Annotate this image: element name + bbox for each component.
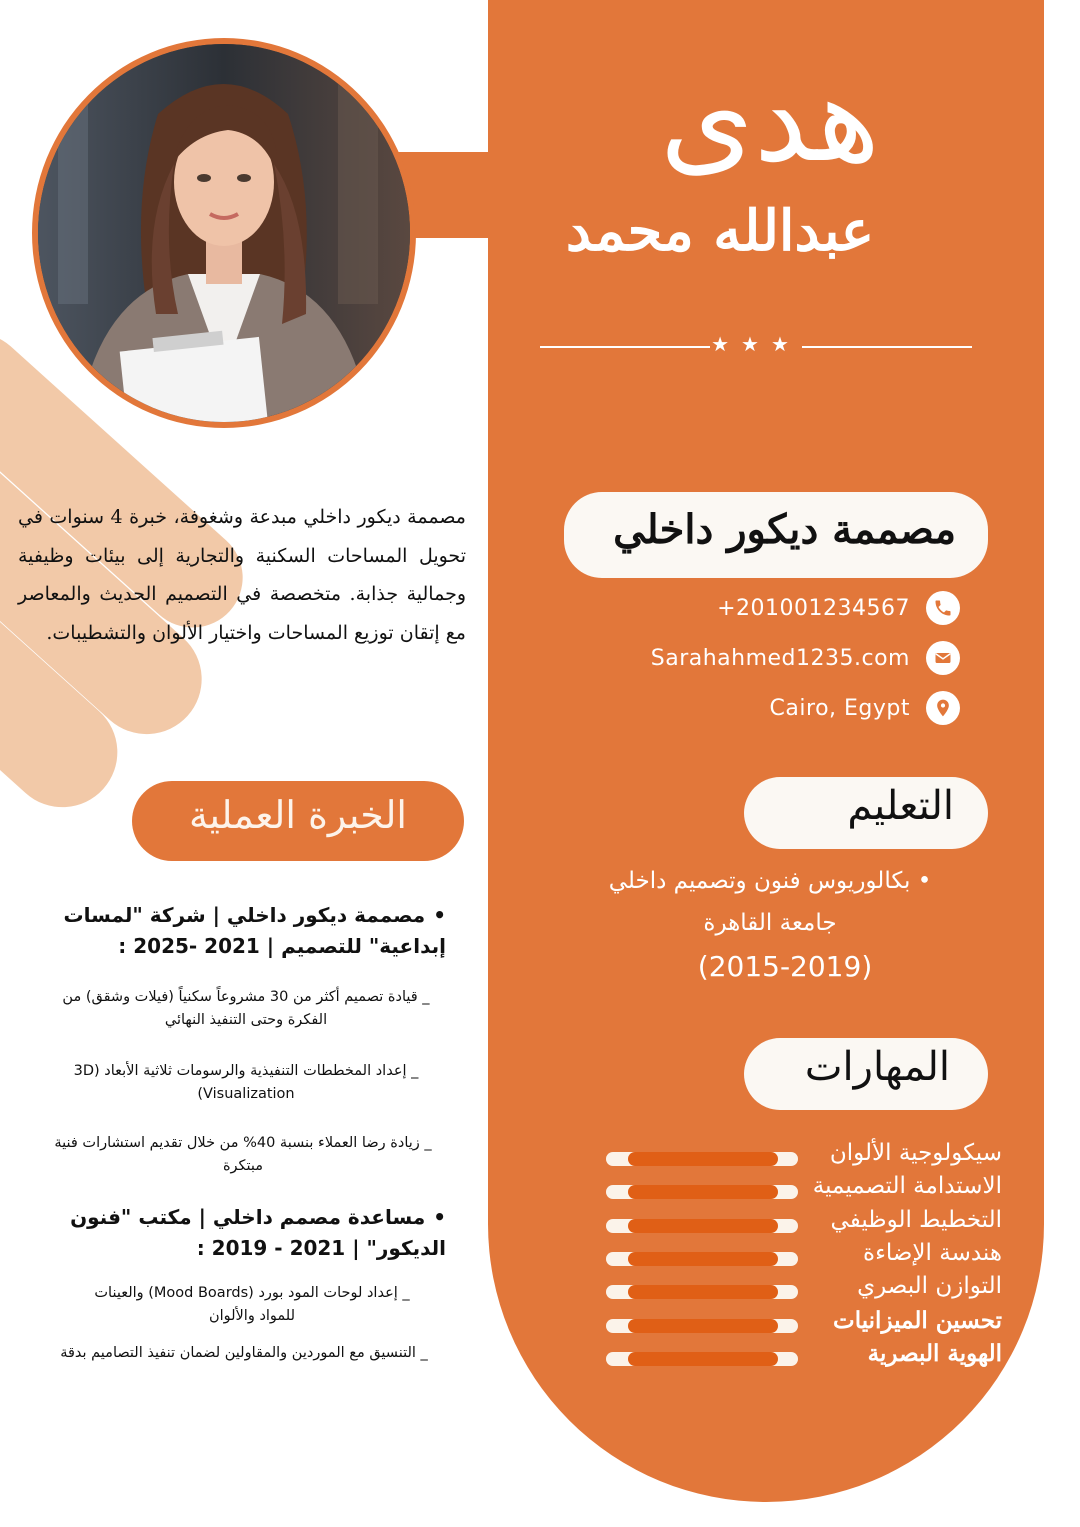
skill-row [602, 1339, 1002, 1374]
location-pin-icon [926, 691, 960, 725]
skill-row [602, 1206, 1002, 1241]
skills-heading: المهارات [744, 1038, 988, 1110]
skill-label: التخطيط الوظيفي [830, 1206, 1002, 1233]
first-name: هدى [659, 50, 881, 189]
skill-row [602, 1306, 1002, 1341]
phone-icon [926, 591, 960, 625]
profile-summary: مصممة ديكور داخلي مبدعة وشغوفة، خبرة 4 سنوات في تحويل المساحات السكنية والتجارية إلى بيئات وظيفية وجمالية جذابة. متخصصة في التصميم الحديث والمعاصر مع إتقان توزيع المساحات واختيار الألوان والتشطيبات. [18, 506, 466, 644]
skill-label: الاستدامة التصميمية [812, 1173, 1002, 1200]
job-1-task-2: _ إعداد المخططات التنفيذية والرسومات ثلاثية الأبعاد (3D Visualization) [73, 1063, 419, 1102]
skill-label: سيكولوجية الألوان [829, 1140, 1002, 1166]
skill-bar-fill [628, 1219, 778, 1233]
skill-label: هندسة الإضاءة [863, 1239, 1002, 1266]
skill-bar-fill [628, 1319, 778, 1333]
job-2-task-2: _ التنسيق مع الموردين والمقاولين لضمان تنفيذ التصاميم بدقة [60, 1345, 428, 1361]
skill-label: تحسين الميزانيات [833, 1306, 1002, 1334]
contact-location [560, 688, 960, 728]
education-university: جامعة القاهرة [703, 910, 837, 936]
education-degree: • بكالوريوس فنون وتصميم داخلي [608, 868, 932, 894]
education-heading: التعليم [744, 777, 988, 849]
divider-stars: ★★★ [711, 332, 801, 356]
skill-bar-fill [628, 1285, 778, 1299]
job-2-task-1: _ إعداد لوحات المود بورد (Mood Boards) والعينات للمواد والألوان [94, 1285, 410, 1324]
mail-icon [926, 641, 960, 675]
contact-email [560, 638, 960, 678]
skill-label: الهوية البصرية [867, 1339, 1002, 1367]
name-divider [540, 332, 972, 362]
education-years: (2015-2019) [697, 950, 873, 983]
skill-bar-fill [628, 1352, 778, 1366]
skill-bar-fill [628, 1252, 778, 1266]
bullet-dot: • [433, 903, 446, 927]
skill-bar-fill [628, 1152, 778, 1166]
job-1-task-1: _ قيادة تصميم أكثر من 30 مشروعاً سكنياً (فيلات وشقق) من الفكرة وحتى التنفيذ النهائي [62, 989, 430, 1028]
last-name: عبدالله محمد [565, 198, 875, 264]
job-title-text: مساعدة مصمم داخلي | مكتب "فنون الديكور" | 2021 - 2019 : [70, 1205, 446, 1260]
profile-photo [32, 38, 416, 428]
bullet-dot: • [433, 1205, 446, 1229]
skill-row [602, 1140, 1002, 1174]
skill-row [602, 1173, 1002, 1207]
skill-label: التوازن البصري [857, 1273, 1002, 1300]
job-title: مصممة ديكور داخلي [564, 492, 988, 578]
skill-row [602, 1273, 1002, 1307]
job-entry-1-title [48, 900, 446, 962]
contact-phone [560, 588, 960, 628]
skill-bar-fill [628, 1185, 778, 1199]
skill-row [602, 1239, 1002, 1274]
portrait-illustration [38, 44, 410, 422]
experience-heading: الخبرة العملية [132, 781, 464, 861]
job-title-text: مصممة ديكور داخلي | شركة "لمسات إبداعية" للتصميم | 2021 -2025 : [63, 903, 446, 958]
job-1-task-3: _ زيادة رضا العملاء بنسبة 40% من خلال تقديم استشارات فنية مبتكرة [54, 1135, 432, 1174]
location-text: Cairo, Egypt [769, 695, 910, 721]
email-text: Sarahahmed1235.com [650, 645, 910, 671]
phone-text: +201001234567 [717, 595, 910, 621]
job-entry-2-title [48, 1202, 446, 1264]
